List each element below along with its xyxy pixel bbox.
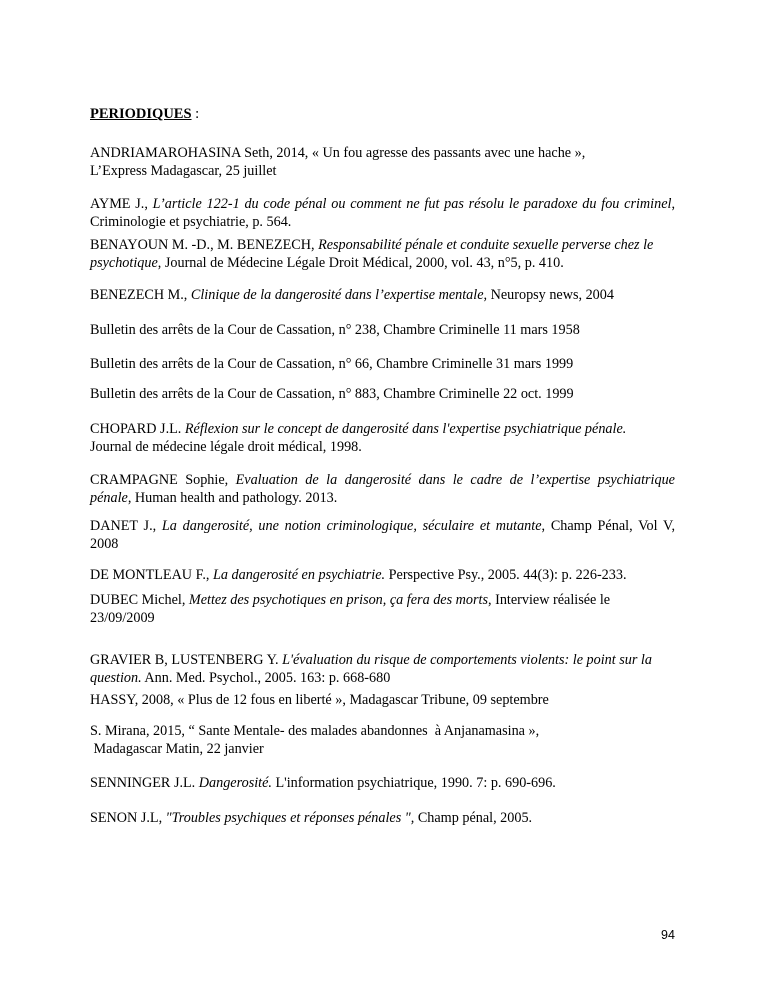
reference-crampagne: CRAMPAGNE Sophie, Evaluation de la dangerosité dans le cadre de l’expertise psychiatrique pénale, Human health and pathology. 2013. — [90, 472, 675, 506]
reference-mirana: S. Mirana, 2015, “ Sante Mentale- des malades abandonnes à Anjanamasina », Madagascar Matin, 22 janvier — [90, 723, 540, 757]
reference-chopard: CHOPARD J.L. Réflexion sur le concept de dangerosité dans l'expertise psychiatrique pénale. Journal de médecine légale droit médical, 1998. — [90, 421, 627, 455]
reference-gravier: GRAVIER B, LUSTENBERG Y. L'évaluation du risque de comportements violents: le point sur la question. Ann. Med. Psychol., 2005. 163: p. 668-680 — [90, 652, 652, 686]
page-number: 94 — [661, 928, 675, 942]
reference-dubec: DUBEC Michel, Mettez des psychotiques en prison, ça fera des morts, Interview réalisée le 23/09/2009 — [90, 592, 611, 626]
reference-bulletin-883: Bulletin des arrêts de la Cour de Cassation, n° 883, Chambre Criminelle 22 oct. 1999 — [90, 386, 574, 402]
reference-ayme: AYME J., L’article 122-1 du code pénal ou comment ne fut pas résolu le paradoxe du fou criminel, Criminologie et psychiatrie, p. 564. — [90, 196, 675, 230]
reference-senninger: SENNINGER J.L. Dangerosité. L'information psychiatrique, 1990. 7: p. 690-696. — [90, 775, 556, 791]
reference-andriamarohasina: ANDRIAMAROHASINA Seth, 2014, « Un fou agresse des passants avec une hache », L’Express Madagascar, 25 juillet — [90, 145, 586, 179]
section-title: PERIODIQUES — [90, 106, 192, 122]
reference-benayoun: BENAYOUN M. -D., M. BENEZECH, Responsabilité pénale et conduite sexuelle perverse chez le psychotique, Journal de Médecine Légale Droit Médical, 2000, vol. 43, n°5, p. 410. — [90, 237, 654, 271]
reference-benezech: BENEZECH M., Clinique de la dangerosité dans l’expertise mentale, Neuropsy news, 2004 — [90, 287, 614, 303]
reference-senon: SENON J.L, "Troubles psychiques et réponses pénales ", Champ pénal, 2005. — [90, 810, 533, 826]
reference-hassy: HASSY, 2008, « Plus de 12 fous en liberté », Madagascar Tribune, 09 septembre — [90, 692, 549, 708]
reference-de-montleau: DE MONTLEAU F., La dangerosité en psychiatrie. Perspective Psy., 2005. 44(3): p. 226-233. — [90, 567, 627, 583]
section-title-suffix: : — [191, 106, 200, 122]
reference-bulletin-66: Bulletin des arrêts de la Cour de Cassation, n° 66, Chambre Criminelle 31 mars 1999 — [90, 356, 574, 372]
section-heading — [90, 106, 199, 123]
reference-danet: DANET J., La dangerosité, une notion criminologique, séculaire et mutante, Champ Pénal, Vol V, 2008 — [90, 518, 675, 552]
reference-bulletin-238: Bulletin des arrêts de la Cour de Cassation, n° 238, Chambre Criminelle 11 mars 1958 — [90, 322, 580, 338]
